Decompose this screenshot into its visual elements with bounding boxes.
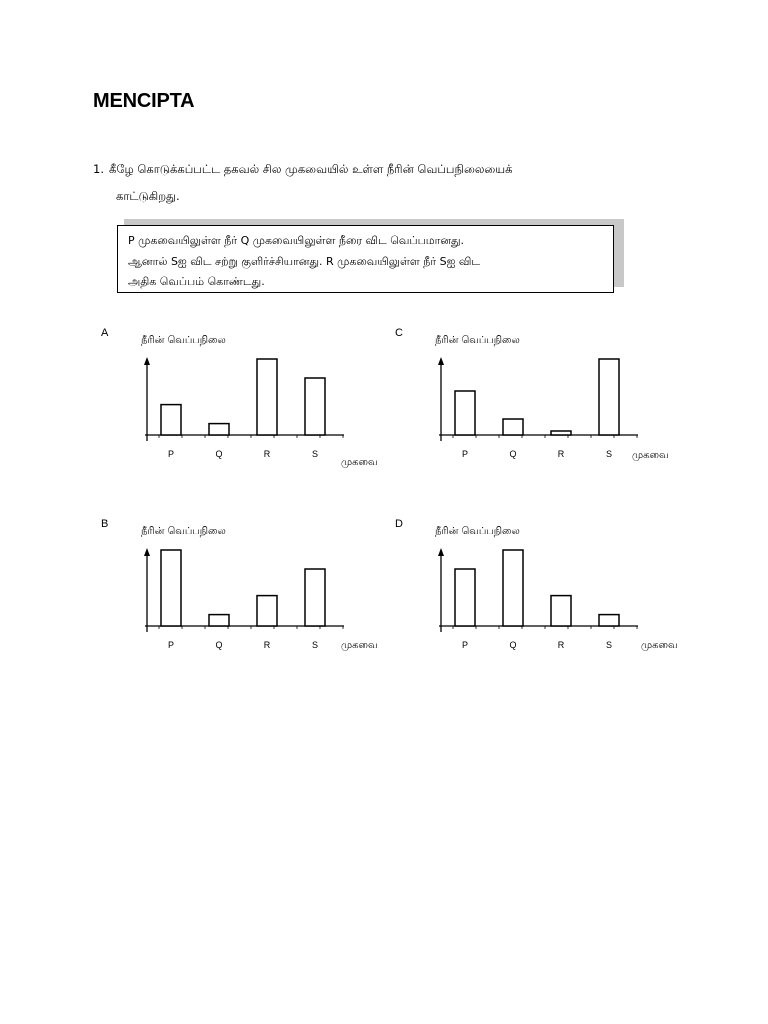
x-tick-label: P bbox=[461, 640, 469, 650]
y-axis-arrow bbox=[144, 548, 150, 556]
x-tick-label: R bbox=[557, 449, 565, 459]
x-tick-label: R bbox=[263, 449, 271, 459]
chart-option-b bbox=[101, 518, 401, 688]
x-tick-label: Q bbox=[509, 449, 517, 459]
y-axis-arrow bbox=[438, 548, 444, 556]
x-tick-label: S bbox=[605, 449, 613, 459]
bar-chart-svg bbox=[395, 518, 695, 688]
x-tick-label: R bbox=[557, 640, 565, 650]
bar-chart-svg bbox=[101, 518, 401, 688]
chart-option-a bbox=[101, 327, 401, 497]
bar-q bbox=[209, 424, 229, 435]
bar-p bbox=[161, 550, 181, 626]
page-title: MENCIPTA bbox=[93, 90, 195, 112]
bar-chart-svg bbox=[101, 327, 401, 497]
bar-chart-svg bbox=[395, 327, 695, 497]
chart-option-c bbox=[395, 327, 695, 497]
chart-xlabel: முகவை bbox=[341, 640, 378, 651]
bar-r bbox=[551, 431, 571, 435]
bar-s bbox=[305, 378, 325, 435]
bar-q bbox=[209, 615, 229, 626]
option-letter-b: B bbox=[101, 518, 109, 530]
bar-q bbox=[503, 550, 523, 626]
option-letter-a: A bbox=[101, 327, 109, 339]
info-box bbox=[117, 225, 614, 293]
y-axis-arrow bbox=[144, 357, 150, 365]
x-tick-label: S bbox=[311, 449, 319, 459]
x-tick-label: Q bbox=[509, 640, 517, 650]
info-box-line-1: P முகவையிலுள்ள நீர் Q முகவையிலுள்ள நீரை விட வெப்பமானது. bbox=[128, 234, 465, 247]
chart-xlabel: முகவை bbox=[641, 640, 678, 651]
bar-s bbox=[599, 615, 619, 626]
question-text-line-2: காட்டுகிறது. bbox=[116, 189, 180, 203]
x-tick-label: S bbox=[605, 640, 613, 650]
bar-p bbox=[455, 569, 475, 626]
chart-ylabel: நீரின் வெப்பநிலை bbox=[141, 526, 226, 537]
chart-ylabel: நீரின் வெப்பநிலை bbox=[435, 526, 520, 537]
bar-s bbox=[305, 569, 325, 626]
chart-ylabel: நீரின் வெப்பநிலை bbox=[141, 335, 226, 346]
info-box-line-2: ஆனால் Sஐ விட சற்று குளிர்ச்சியானது. R முகவையிலுள்ள நீர் Sஐ விட bbox=[128, 254, 481, 268]
option-letter-c: C bbox=[395, 327, 403, 339]
x-tick-label: S bbox=[311, 640, 319, 650]
option-letter-d: D bbox=[395, 518, 403, 530]
x-tick-label: R bbox=[263, 640, 271, 650]
bar-r bbox=[551, 596, 571, 626]
chart-option-d bbox=[395, 518, 695, 688]
bar-s bbox=[599, 359, 619, 435]
x-tick-label: Q bbox=[215, 640, 223, 650]
x-tick-label: P bbox=[167, 449, 175, 459]
question-number: 1. bbox=[93, 162, 104, 176]
chart-xlabel: முகவை bbox=[632, 450, 669, 461]
bar-p bbox=[455, 391, 475, 435]
bar-r bbox=[257, 596, 277, 626]
y-axis-arrow bbox=[438, 357, 444, 365]
question-text-line-1: கீழே கொடுக்கப்பட்ட தகவல் சில முகவையில் உள்ள நீரின் வெப்பநிலையைக் bbox=[109, 162, 513, 176]
bar-p bbox=[161, 405, 181, 435]
bar-q bbox=[503, 419, 523, 435]
info-box-line-3: அதிக வெப்பம் கொண்டது. bbox=[128, 275, 265, 288]
x-tick-label: P bbox=[461, 449, 469, 459]
bar-r bbox=[257, 359, 277, 435]
x-tick-label: P bbox=[167, 640, 175, 650]
chart-ylabel: நீரின் வெப்பநிலை bbox=[435, 335, 520, 346]
chart-xlabel: முகவை bbox=[341, 457, 378, 468]
x-tick-label: Q bbox=[215, 449, 223, 459]
